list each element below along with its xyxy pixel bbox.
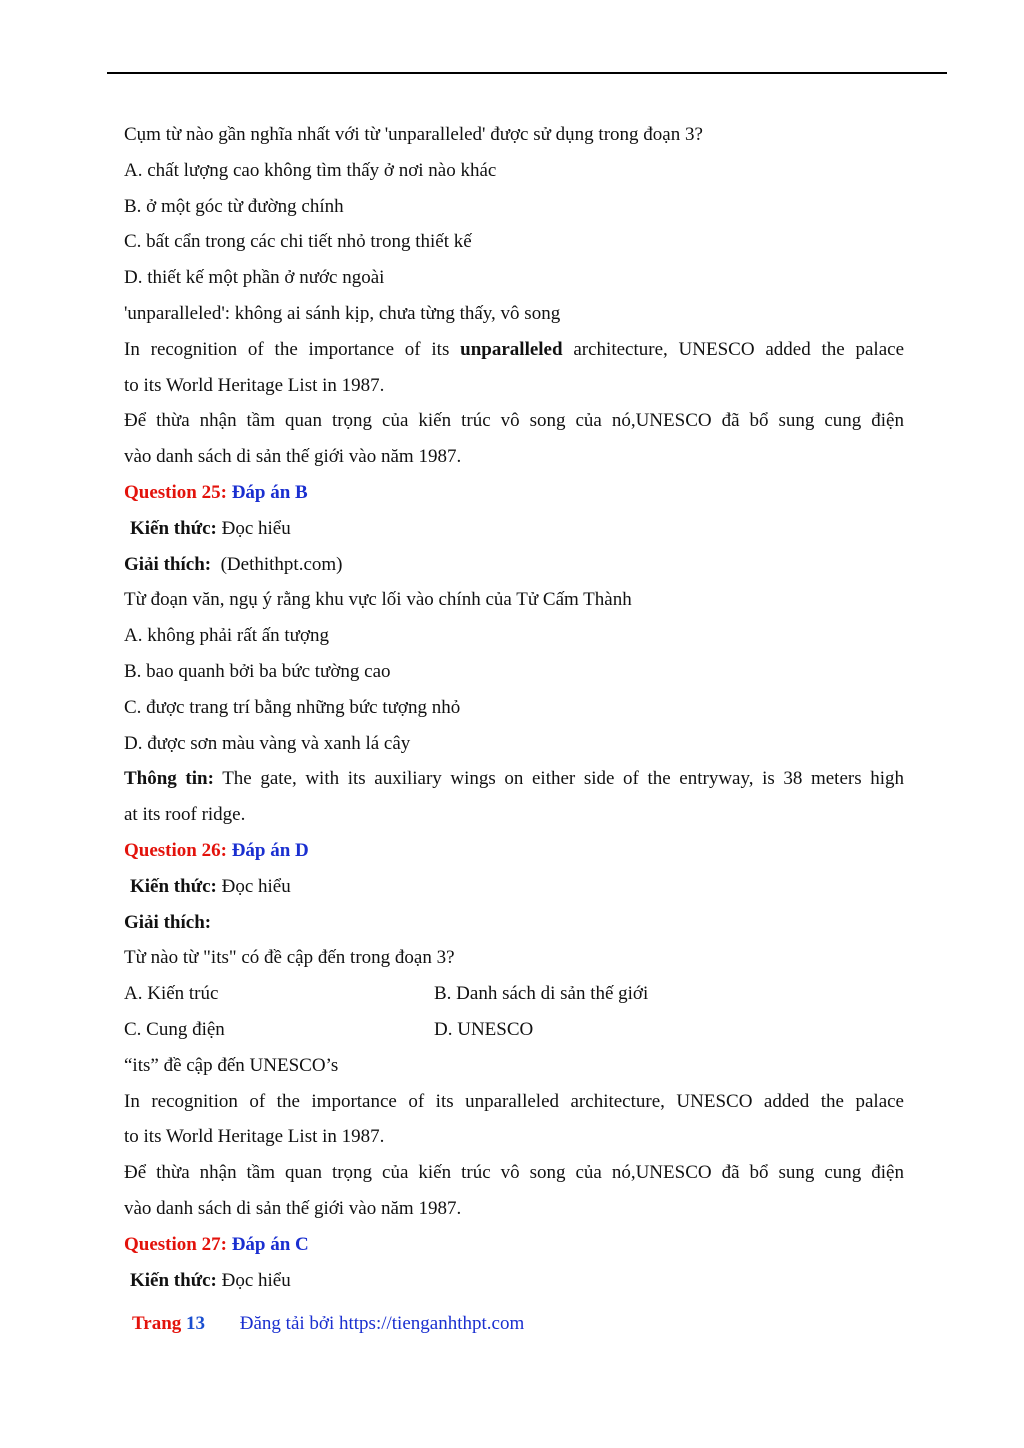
q26-question-label: Question 26:	[124, 839, 227, 861]
q24-translation-line1: Để thừa nhận tầm quan trọng của kiến trúc vô song của nó,UNESCO đã bổ sung cung điện	[124, 410, 904, 432]
q26-note: “its” đề cập đến UNESCO’s	[124, 1054, 339, 1076]
q25-info-line1	[124, 761, 904, 797]
q24-quote-post: architecture, UNESCO added the palace	[573, 338, 905, 360]
q25-answer-label: Đáp án B	[231, 481, 308, 503]
q26-quote-line2: to its World Heritage List in 1987.	[124, 1126, 385, 1148]
page-number: 13	[186, 1313, 206, 1334]
upload-link[interactable]: Đăng tải bởi https://tienganhthpt.com	[239, 1313, 525, 1334]
q26-prompt: Từ nào từ "its" có đề cập đến trong đoạn 3?	[124, 947, 455, 969]
q26-translation-line2: vào danh sách di sản thế giới vào năm 1987.	[124, 1197, 462, 1219]
q27-knowledge-value: Đọc hiểu	[221, 1269, 291, 1291]
page-footer	[132, 1313, 524, 1335]
q25-explain-value: (Dethithpt.com)	[220, 553, 343, 575]
q26-knowledge-value: Đọc hiểu	[221, 875, 291, 897]
q26-option-d: D. UNESCO	[434, 1018, 534, 1040]
q25-prompt: Từ đoạn văn, ngụ ý rằng khu vực lối vào chính của Tử Cấm Thành	[124, 589, 632, 611]
q25-explain	[124, 547, 904, 583]
q24-option-d: D. thiết kế một phần ở nước ngoài	[124, 267, 385, 289]
q25-knowledge	[124, 511, 904, 547]
q25-explain-label: Giải thích:	[124, 553, 212, 575]
q26-heading	[124, 833, 904, 869]
q24-translation-line2: vào danh sách di sản thế giới vào năm 1987.	[124, 446, 462, 468]
q25-info-line2: at its roof ridge.	[124, 804, 246, 826]
q26-options-row2	[124, 1012, 904, 1048]
page-label: Trang	[132, 1313, 182, 1334]
q26-translation-line1: Để thừa nhận tầm quan trọng của kiến trúc vô song của nó,UNESCO đã bổ sung cung điện	[124, 1162, 904, 1184]
q24-quote-bold: unparalleled	[460, 338, 563, 360]
q26-option-a: A. Kiến trúc	[124, 983, 219, 1005]
q25-option-d: D. được sơn màu vàng và xanh lá cây	[124, 732, 411, 754]
q24-quote-line1	[124, 332, 904, 368]
q27-answer-label: Đáp án C	[231, 1233, 309, 1255]
q27-question-label: Question 27:	[124, 1233, 227, 1255]
q26-explain-label: Giải thích:	[124, 911, 212, 933]
q26-option-b: B. Danh sách di sản thế giới	[434, 983, 649, 1005]
q25-option-c: C. được trang trí bằng những bức tượng nhỏ	[124, 696, 461, 718]
q25-knowledge-value: Đọc hiểu	[221, 517, 291, 539]
q26-knowledge-label: Kiến thức:	[130, 875, 217, 897]
q26-knowledge	[124, 869, 904, 905]
page-content	[124, 117, 904, 1298]
q27-knowledge-label: Kiến thức:	[130, 1269, 217, 1291]
q26-option-c: C. Cung điện	[124, 1018, 225, 1040]
q27-knowledge	[124, 1263, 904, 1299]
q24-option-a: A. chất lượng cao không tìm thấy ở nơi nào khác	[124, 159, 497, 181]
q24-quote-line2: to its World Heritage List in 1987.	[124, 374, 385, 396]
q26-explain	[124, 905, 904, 941]
q25-info-text: The gate, with its auxiliary wings on either side of the entryway, is 38 meters high	[222, 768, 904, 790]
q25-question-label: Question 25:	[124, 481, 227, 503]
q24-option-c: C. bất cẩn trong các chi tiết nhỏ trong thiết kế	[124, 231, 472, 253]
q27-heading	[124, 1227, 904, 1263]
q25-option-a: A. không phải rất ấn tượng	[124, 625, 330, 647]
q25-option-b: B. bao quanh bởi ba bức tường cao	[124, 660, 391, 682]
q24-prompt: Cụm từ nào gần nghĩa nhất với từ 'unparalleled' được sử dụng trong đoạn 3?	[124, 124, 703, 145]
q26-quote-line1: In recognition of the importance of its unparalleled architecture, UNESCO added the palace	[124, 1090, 904, 1112]
q24-definition: 'unparalleled': không ai sánh kịp, chưa từng thấy, vô song	[124, 302, 561, 324]
q25-info-label: Thông tin:	[124, 768, 214, 790]
q24-quote-pre: In recognition of the importance of its	[124, 338, 450, 360]
q24-option-b: B. ở một góc từ đường chính	[124, 195, 344, 217]
q26-answer-label: Đáp án D	[231, 839, 309, 861]
q25-heading	[124, 475, 904, 511]
q25-knowledge-label: Kiến thức:	[130, 517, 217, 539]
header-rule	[107, 72, 947, 74]
q26-options-row1	[124, 976, 904, 1012]
